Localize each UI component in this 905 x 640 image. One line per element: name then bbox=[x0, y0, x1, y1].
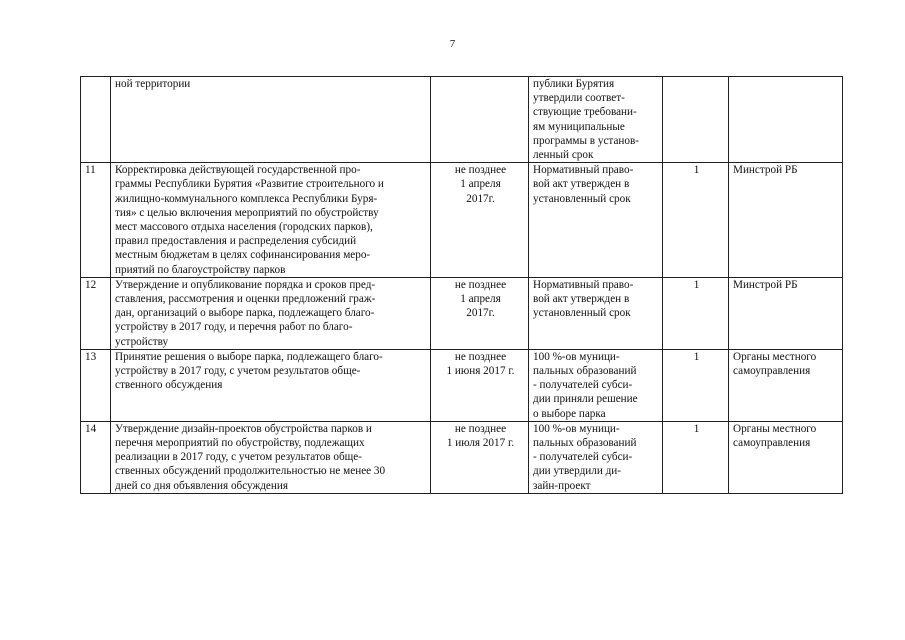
page-number: 7 bbox=[449, 38, 456, 50]
indicator-value: 1 bbox=[663, 421, 729, 493]
action-plan-table bbox=[80, 76, 843, 494]
deadline: не позднее 1 апреля 2017г. bbox=[431, 163, 529, 278]
table-row bbox=[81, 421, 843, 493]
responsible-party: Минстрой РБ bbox=[729, 277, 843, 349]
action-description: Утверждение дизайн-проектов обустройства парков и перечня мероприятий по обустройству, подлежащих реализации в 2017 году, с учетом результатов обще- ственных обсуждений продолжительностью не менее 30 дней со дня объявления обсуждения bbox=[111, 421, 431, 493]
action-description: ной территории bbox=[111, 77, 431, 163]
row-number: 12 bbox=[81, 277, 111, 349]
indicator-value: 1 bbox=[663, 163, 729, 278]
deadline: не позднее 1 июля 2017 г. bbox=[431, 421, 529, 493]
deadline: не позднее 1 июня 2017 г. bbox=[431, 349, 529, 421]
responsible-party bbox=[729, 77, 843, 163]
table-row bbox=[81, 163, 843, 278]
action-description: Утверждение и опубликование порядка и сроков пред- ставления, рассмотрения и оценки предложений граж- дан, организаций о выборе парка, подлежащего благо- устройству в 2017 году, и перечня работ по благо- устройству bbox=[111, 277, 431, 349]
expected-result: Нормативный право- вой акт утвержден в установленный срок bbox=[529, 163, 663, 278]
table-row bbox=[81, 349, 843, 421]
expected-result: 100 %-ов муници- пальных образований - получателей субси- дии приняли решение о выборе парка bbox=[529, 349, 663, 421]
table-row bbox=[81, 77, 843, 163]
indicator-value: 1 bbox=[663, 349, 729, 421]
row-number bbox=[81, 77, 111, 163]
responsible-party: Органы местного самоуправления bbox=[729, 349, 843, 421]
row-number: 11 bbox=[81, 163, 111, 278]
row-number: 13 bbox=[81, 349, 111, 421]
deadline: не позднее 1 апреля 2017г. bbox=[431, 277, 529, 349]
action-description: Корректировка действующей государственной про- граммы Республики Бурятия «Развитие строительного и жилищно-коммунального комплекса Республики Буря- тия» с целью включения мероприятий по обустройству мест массового отдыха населения (городских парков), правил предоставления и распределения субсидий местным бюджетам в целях софинансирования меро- приятий по благоустройству парков bbox=[111, 163, 431, 278]
table-row bbox=[81, 277, 843, 349]
action-description: Принятие решения о выборе парка, подлежащего благо- устройству в 2017 году, с учетом результатов обще- ственного обсуждения bbox=[111, 349, 431, 421]
expected-result: публики Бурятия утвердили соответ- ствующие требовани- ям муниципальные программы в установ- ленный срок bbox=[529, 77, 663, 163]
row-number: 14 bbox=[81, 421, 111, 493]
responsible-party: Минстрой РБ bbox=[729, 163, 843, 278]
deadline bbox=[431, 77, 529, 163]
expected-result: 100 %-ов муници- пальных образований - получателей субси- дии утвердили ди- зайн-проект bbox=[529, 421, 663, 493]
responsible-party: Органы местного самоуправления bbox=[729, 421, 843, 493]
indicator-value bbox=[663, 77, 729, 163]
indicator-value: 1 bbox=[663, 277, 729, 349]
expected-result: Нормативный право- вой акт утвержден в установленный срок bbox=[529, 277, 663, 349]
